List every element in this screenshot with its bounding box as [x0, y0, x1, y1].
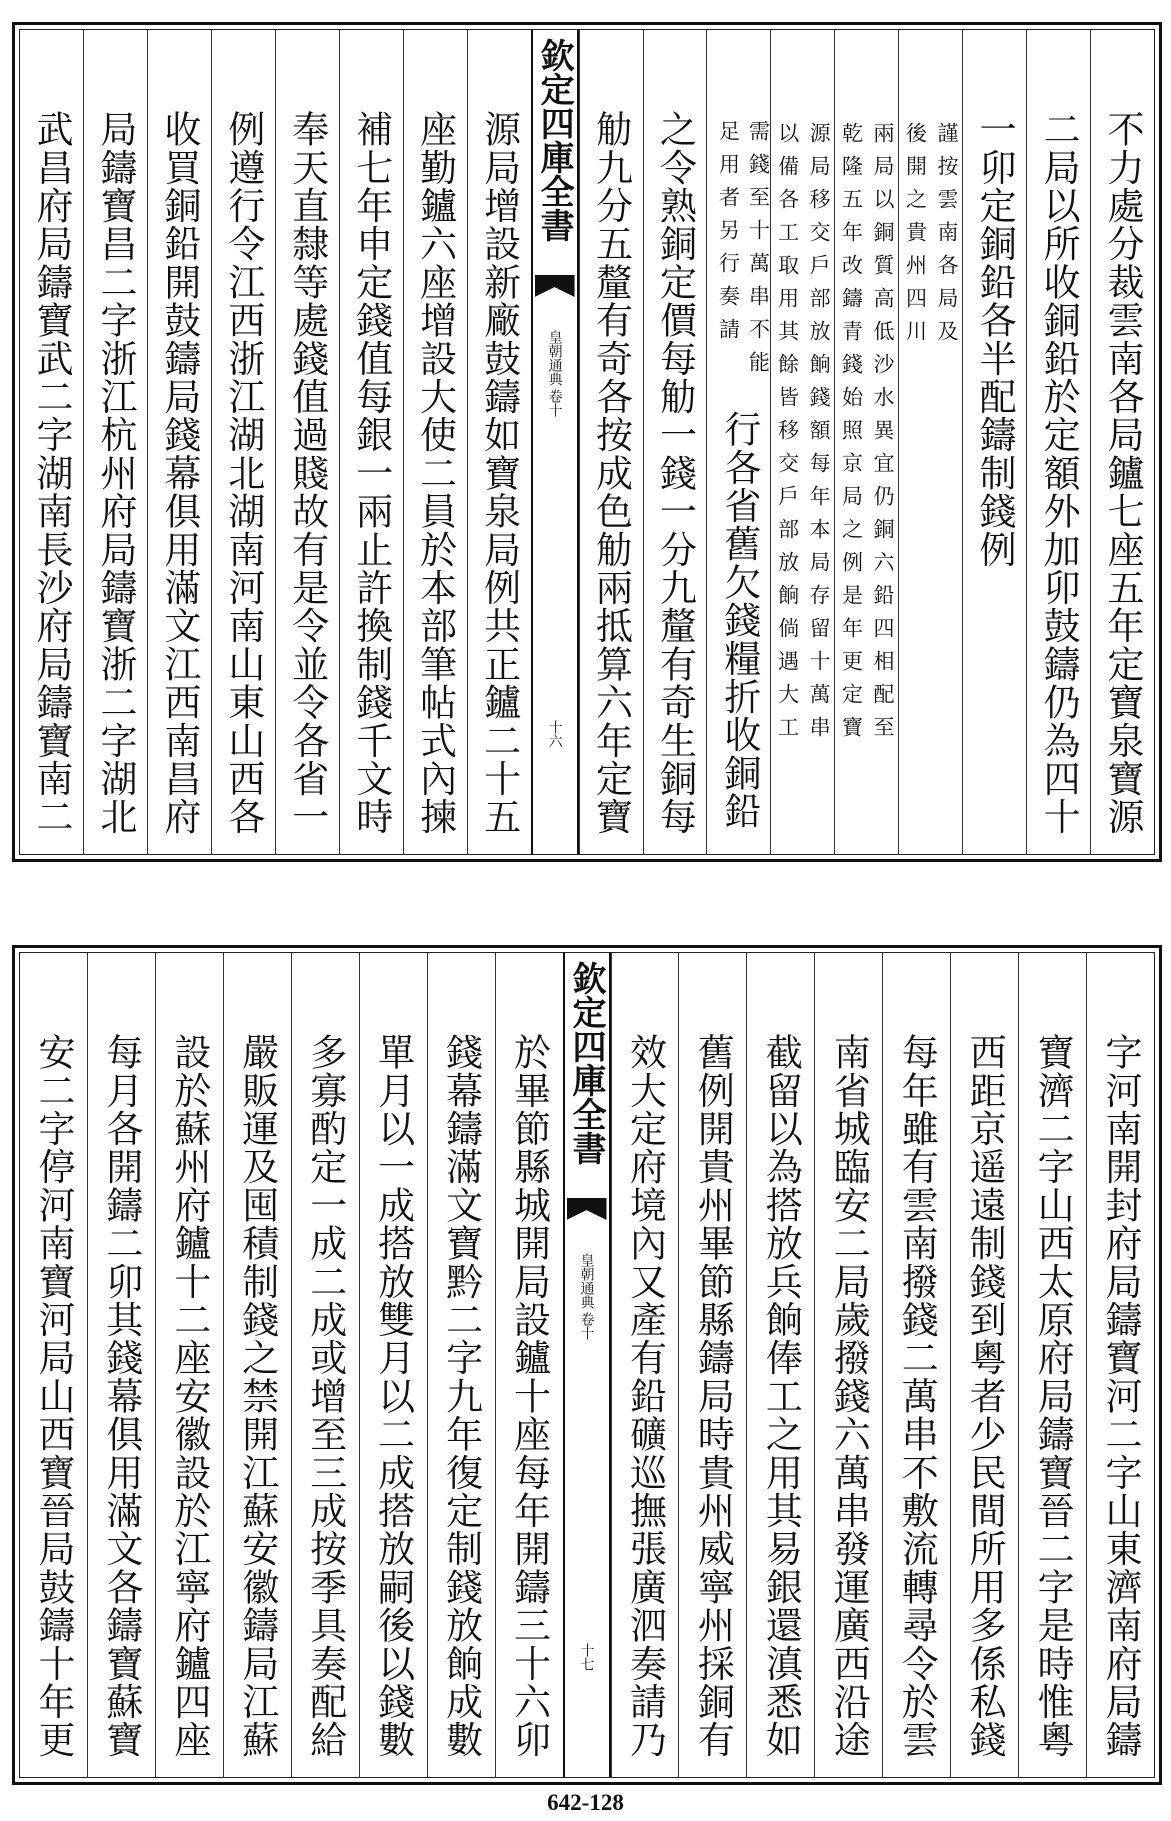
chapter-label	[545, 330, 565, 417]
column-text: 座勤鑪六座增設大使二員於本部筆帖式內揀	[413, 110, 457, 836]
upper-page	[12, 22, 1162, 862]
column-text: 每月各開鑄二卯其錢幕俱用滿文各鑄寶蘇寶	[99, 1033, 143, 1759]
center-fold	[563, 953, 611, 1777]
text-column	[950, 953, 1018, 1777]
text-column	[611, 953, 679, 1777]
book-title: 欽定四庫全書	[566, 961, 606, 1165]
column-text: 於畢節縣城開局設鑪十座每年開鑄三十六卯	[507, 1033, 551, 1759]
annotation-line: 源局移交戶部放餉錢額每年本局存留十萬串	[807, 122, 832, 749]
text-column	[1018, 953, 1086, 1777]
text-column	[746, 953, 814, 1777]
column-text: 行各省舊欠錢糧折收銅鉛	[717, 410, 761, 831]
center-fold	[531, 30, 579, 854]
text-column	[467, 30, 531, 854]
text-column	[147, 30, 211, 854]
text-column	[223, 953, 291, 1777]
folio-number: 十七	[578, 1643, 595, 1671]
text-column	[579, 30, 643, 854]
column-text: 寶濟二字山西太原府局鑄寶晉二字是時惟粵	[1031, 1033, 1075, 1759]
chapter-label	[577, 1253, 597, 1340]
text-column	[339, 30, 403, 854]
mixed-column	[706, 30, 770, 854]
annotation-column	[898, 30, 962, 854]
column-text: 安二字停河南寶河局山西寶晉局鼓鑄十年更	[31, 1033, 75, 1759]
fishtail-mark	[567, 1198, 607, 1220]
text-column	[359, 953, 427, 1777]
text-column	[814, 953, 882, 1777]
upper-page-columns	[19, 29, 1155, 855]
text-column	[495, 953, 563, 1777]
column-text: 之令熟銅定價每觔一錢一分九釐有奇生銅每	[653, 110, 697, 836]
column-text: 奉天直隸等處錢值過賤故有是令並令各省一	[285, 110, 329, 836]
column-text: 補七年申定錢值每銀一兩止許換制錢千文時	[349, 110, 393, 836]
chapter-title: 皇朝通典	[546, 330, 563, 386]
text-column	[1026, 30, 1090, 854]
annotation-line: 足用者另行奏請	[716, 120, 741, 351]
column-text: 不力處分裁雲南各局鑪七座五年定寶泉寶源	[1101, 110, 1145, 836]
text-column	[291, 953, 359, 1777]
column-text: 舊例開貴州畢節縣鑄局時貴州威寧州採銅有	[691, 1033, 735, 1759]
lower-page	[12, 945, 1162, 1785]
text-column	[427, 953, 495, 1777]
annotation-line: 後開之貴州四川	[903, 122, 928, 353]
annotation-column	[770, 30, 834, 854]
text-column	[155, 953, 223, 1777]
annotation-line: 需錢至十萬串不能	[746, 120, 771, 384]
column-text: 每年雖有雲南撥錢二萬串不敷流轉尋令於雲	[895, 1033, 939, 1759]
book-title: 欽定四庫全書	[534, 38, 575, 242]
text-column	[882, 953, 950, 1777]
annotation-line: 以備各工取用其餘皆移交戶部放餉倘遇大工	[775, 122, 800, 749]
annotation-line: 兩局以銅質高低沙水異宜仍銅六鉛四相配至	[871, 122, 896, 749]
column-text: 武昌府局鑄寶武二字湖南長沙府局鑄寶南二	[30, 110, 74, 836]
column-text: 錢幕鑄滿文寶黔二字九年復定制錢放餉成數	[439, 1033, 483, 1759]
column-text: 嚴販運及囤積制錢之禁開江蘇安徽鑄局江蘇	[235, 1033, 279, 1759]
volume-label: 卷十	[578, 1312, 595, 1340]
annotation-line: 乾隆五年改鑄青錢始照京局之例是年更定寶	[839, 122, 864, 749]
chapter-title: 皇朝通典	[578, 1253, 595, 1309]
column-text: 設於蘇州府鑪十二座安徽設於江寧府鑪四座	[167, 1033, 211, 1759]
volume-label: 卷十	[546, 389, 563, 417]
column-text: 多寡酌定一成二成或增至三成按季具奏配給	[303, 1033, 347, 1759]
column-text: 源局增設新廠鼓鑄如寶泉局例共正鑪二十五	[477, 110, 521, 836]
text-column	[20, 30, 83, 854]
column-text: 字河南開封府局鑄寶河二字山東濟南府局鑄	[1099, 1033, 1143, 1759]
text-column	[83, 30, 147, 854]
column-text: 效大定府境內又產有鉛礦巡撫張廣泗奏請乃	[623, 1033, 667, 1759]
fishtail-mark	[535, 275, 575, 297]
text-column	[962, 30, 1026, 854]
column-text: 西距京遥遠制錢到粵者少民間所用多係私錢	[963, 1033, 1007, 1759]
column-text: 局鑄寶昌二字浙江杭州府局鑄寶浙二字湖北	[93, 110, 137, 836]
column-text: 南省城臨安二局歲撥錢六萬串發運廣西沿途	[827, 1033, 871, 1759]
page-number-footer: 642-128	[547, 1790, 624, 1815]
column-text: 例遵行令江西浙江湖北湖南河南山東山西各	[221, 110, 265, 836]
text-column	[20, 953, 87, 1777]
column-text: 截留以為搭放兵餉俸工之用其易銀還滇悉如	[759, 1033, 803, 1759]
text-column	[1090, 30, 1154, 854]
column-text: 單月以一成搭放雙月以二成搭放嗣後以錢數	[371, 1033, 415, 1759]
annotation-column	[834, 30, 898, 854]
annotation-pair	[713, 120, 771, 384]
text-column	[275, 30, 339, 854]
column-text: 觔九分五釐有奇各按成色觔兩抵算六年定寶	[589, 110, 633, 836]
column-text: 收買銅鉛開鼓鑄局錢幕俱用滿文江西南昌府	[157, 110, 201, 836]
text-column	[87, 953, 155, 1777]
lower-page-columns	[19, 952, 1155, 1778]
text-column	[643, 30, 707, 854]
text-column	[211, 30, 275, 854]
folio-number: 十六	[546, 720, 563, 748]
column-text: 一卯定銅鉛各半配鑄制錢例	[973, 110, 1017, 569]
text-column	[403, 30, 467, 854]
text-column	[678, 953, 746, 1777]
annotation-line: 謹按雲南各局及	[934, 122, 959, 353]
column-text: 二局以所收銅鉛於定額外加卯鼓鑄仍為四十	[1037, 110, 1081, 836]
text-column	[1086, 953, 1154, 1777]
